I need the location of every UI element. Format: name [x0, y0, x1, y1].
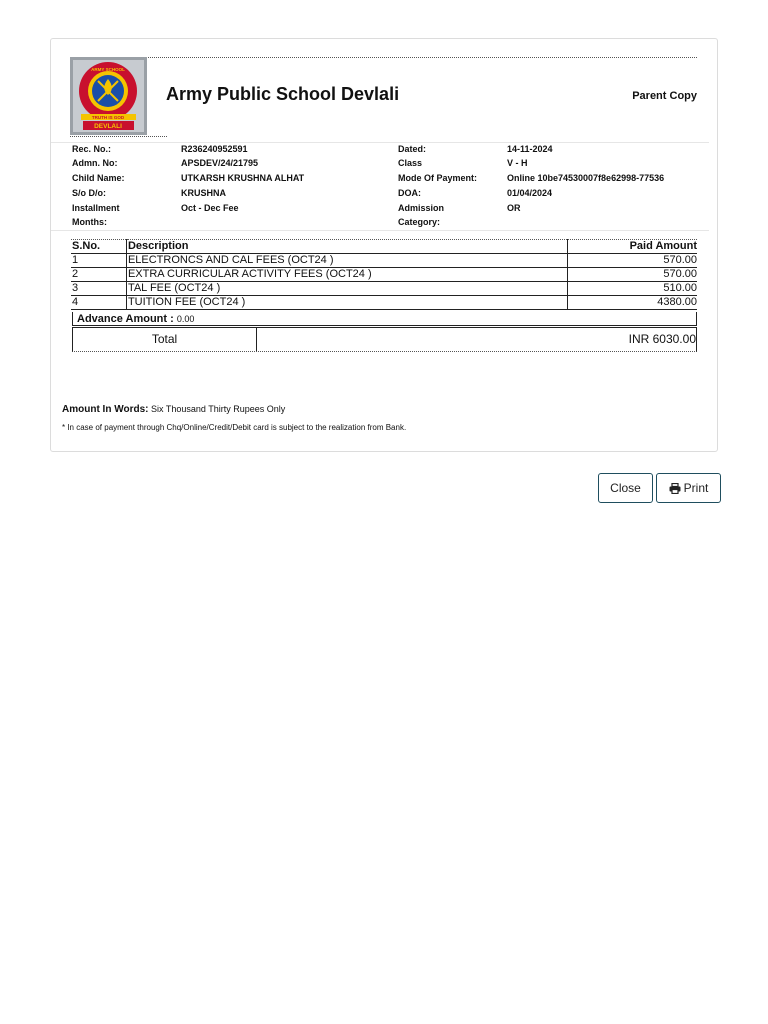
admn-no-label: Admn. No:: [72, 158, 118, 168]
admission-label: Admission: [398, 203, 445, 213]
payment-note: * In case of payment through Chq/Online/Credit/Debit card is subject to the realization from Bank.: [62, 423, 407, 432]
amount-in-words: [62, 404, 285, 415]
row-sno: 4: [71, 296, 126, 310]
doa-value: 01/04/2024: [507, 188, 553, 198]
row-sno: 1: [71, 254, 126, 268]
installment-label: Installment: [72, 203, 120, 213]
parent-name-label: S/o D/o:: [72, 188, 106, 198]
row-amount: 510.00: [568, 282, 697, 296]
child-name-value: UTKARSH KRUSHNA ALHAT: [181, 173, 305, 183]
advance-amount-row: [72, 312, 697, 326]
doa-label: DOA:: [398, 188, 421, 198]
svg-text:TRUTH IS GOD: TRUTH IS GOD: [91, 115, 125, 120]
rec-no-value: R236240952591: [181, 144, 248, 154]
admn-no-value: APSDEV/24/21795: [181, 158, 259, 168]
child-name-label: Child Name:: [72, 173, 125, 183]
advance-amount-label: Advance Amount :: [77, 313, 174, 325]
fee-table-header: [71, 240, 697, 254]
row-amount: 570.00: [568, 254, 697, 268]
amount-in-words-value: Six Thousand Thirty Rupees Only: [151, 404, 286, 414]
row-amount: 570.00: [568, 268, 697, 282]
school-logo: [70, 57, 147, 135]
logo-underline: [70, 136, 167, 137]
row-sno: 3: [71, 282, 126, 296]
row-description: TUITION FEE (OCT24 ): [126, 296, 567, 310]
parent-name-value: KRUSHNA: [181, 188, 226, 198]
svg-text:DEVLALI: DEVLALI: [94, 123, 122, 130]
col-description-header: Description: [126, 240, 567, 254]
row-description: TAL FEE (OCT24 ): [126, 282, 567, 296]
copy-type-label: Parent Copy: [632, 90, 697, 102]
dated-label: Dated:: [398, 144, 427, 154]
dated-value: 14-11-2024: [507, 144, 553, 154]
school-name: Army Public School Devlali: [166, 84, 400, 104]
row-description: ELECTRONCS AND CAL FEES (OCT24 ): [126, 254, 567, 268]
printer-icon: [669, 483, 681, 494]
fee-table: [71, 239, 697, 310]
row-amount: 4380.00: [568, 296, 697, 310]
installment-months-value: Oct - Dec Fee: [181, 203, 239, 213]
total-label: Total: [73, 328, 257, 351]
payment-mode-label: Mode Of Payment:: [398, 173, 478, 183]
row-description: EXTRA CURRICULAR ACTIVITY FEES (OCT24 ): [126, 268, 567, 282]
print-button[interactable]: [656, 473, 721, 503]
table-row: [71, 268, 697, 282]
table-row: [71, 296, 697, 310]
rec-no-label: Rec. No.:: [72, 144, 112, 154]
class-label: Class: [398, 158, 423, 168]
print-button-label: Print: [683, 481, 709, 495]
close-button[interactable]: [598, 473, 653, 503]
info-divider: [51, 230, 709, 231]
col-amount-header: Paid Amount: [568, 240, 697, 254]
svg-text:ARMY SCHOOL: ARMY SCHOOL: [91, 67, 125, 72]
header-divider: [51, 142, 709, 143]
row-sno: 2: [71, 268, 126, 282]
total-row: [72, 327, 697, 352]
close-button-label: Close: [610, 481, 641, 495]
class-value: V - H: [507, 158, 528, 168]
total-amount: INR 6030.00: [628, 332, 696, 346]
admission-category-value: OR: [507, 203, 521, 213]
amount-in-words-label: Amount In Words:: [62, 404, 149, 415]
advance-amount-value: 0.00: [176, 314, 195, 324]
table-row: [71, 282, 697, 296]
category-label: Category:: [398, 217, 441, 227]
months-label: Months:: [72, 217, 107, 227]
table-row: [71, 254, 697, 268]
header-top-rule: [148, 57, 697, 58]
payment-mode-value: Online 10be74530007f8e62998-77536: [507, 173, 665, 183]
col-sno-header: S.No.: [71, 240, 126, 254]
